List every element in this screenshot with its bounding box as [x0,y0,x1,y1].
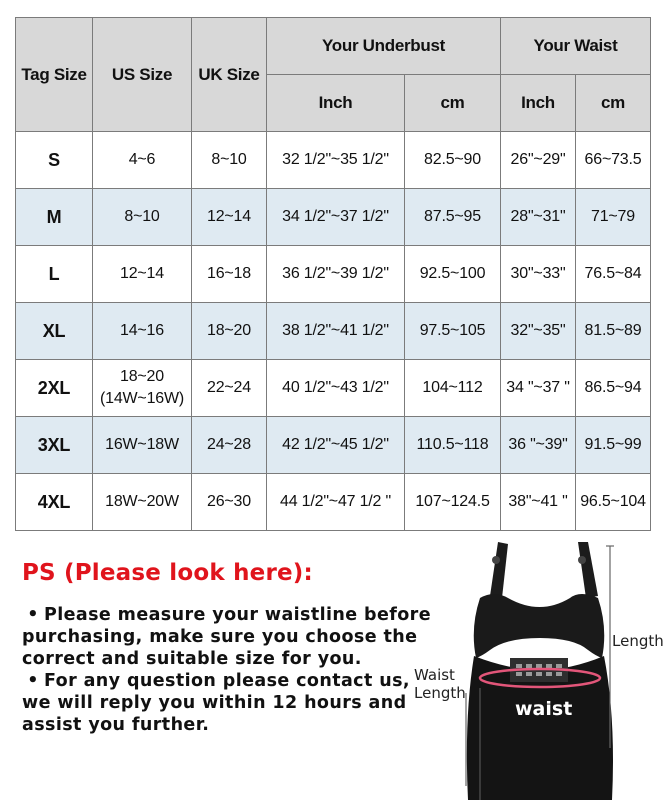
length-label: Length [612,632,664,650]
table-row [16,474,651,531]
cell-underbust-inch: 36 1/2"~39 1/2" [267,246,405,303]
header-underbust: Your Underbust [267,18,501,75]
cell-us-size: 14~16 [93,303,192,360]
notes-section [22,560,442,736]
bullet-icon: • [27,671,39,691]
cell-underbust-cm: 107~124.5 [405,474,501,531]
cell-uk-size: 24~28 [192,417,267,474]
cell-underbust-cm: 92.5~100 [405,246,501,303]
cell-waist-inch: 30"~33" [501,246,576,303]
header-waist: Your Waist [501,18,651,75]
cell-tag-size: XL [16,303,93,360]
header-uk-size: UK Size [192,18,267,132]
waist-trainer-figure [410,538,667,800]
cell-underbust-cm: 87.5~95 [405,189,501,246]
cell-waist-cm: 66~73.5 [576,132,651,189]
cell-us-size: 4~6 [93,132,192,189]
cell-us-size: 12~14 [93,246,192,303]
header-underbust-inch: Inch [267,75,405,132]
cell-waist-cm: 91.5~99 [576,417,651,474]
table-row [16,303,651,360]
cell-waist-inch: 34 "~37 " [501,360,576,417]
cell-waist-cm: 81.5~89 [576,303,651,360]
header-us-size: US Size [93,18,192,132]
cell-waist-inch: 26"~29" [501,132,576,189]
cell-waist-cm: 86.5~94 [576,360,651,417]
size-chart-table [15,17,651,531]
table-row [16,360,651,417]
left-strap-icon [490,542,508,598]
cell-us-size: 18W~20W [93,474,192,531]
note-item [22,670,442,736]
cell-underbust-inch: 34 1/2"~37 1/2" [267,189,405,246]
notes-title: PS (Please look here): [22,560,313,586]
header-underbust-cm: cm [405,75,501,132]
cell-tag-size: 4XL [16,474,93,531]
cell-uk-size: 26~30 [192,474,267,531]
table-row [16,417,651,474]
cell-waist-cm: 71~79 [576,189,651,246]
cell-waist-inch: 32"~35" [501,303,576,360]
cell-us-size-line1: 18~20 [120,368,164,385]
cell-uk-size: 8~10 [192,132,267,189]
bullet-icon: • [27,605,39,625]
cell-tag-size: 3XL [16,417,93,474]
cell-waist-cm: 96.5~104 [576,474,651,531]
waist-label-line1: Waist [414,666,455,684]
header-waist-inch: Inch [501,75,576,132]
notes-list [22,604,442,736]
cell-uk-size: 22~24 [192,360,267,417]
waist-label-line2: Length [414,684,466,702]
cell-waist-inch: 28"~31" [501,189,576,246]
header-waist-cm: cm [576,75,651,132]
note-item [22,604,442,670]
cell-uk-size: 12~14 [192,189,267,246]
header-tag-size: Tag Size [16,18,93,132]
cell-waist-cm: 76.5~84 [576,246,651,303]
right-strap-icon [578,542,598,598]
cell-underbust-cm: 104~112 [405,360,501,417]
cell-tag-size: 2XL [16,360,93,417]
cell-tag-size: S [16,132,93,189]
cell-uk-size: 18~20 [192,303,267,360]
cell-waist-inch: 36 "~39" [501,417,576,474]
table-row [16,246,651,303]
cell-underbust-inch: 40 1/2"~43 1/2" [267,360,405,417]
cell-waist-inch: 38"~41 " [501,474,576,531]
cell-tag-size: L [16,246,93,303]
cell-us-size [93,360,192,417]
cell-underbust-inch: 38 1/2"~41 1/2" [267,303,405,360]
garment-text: waist [515,698,573,720]
table-row [16,189,651,246]
cell-underbust-inch: 32 1/2"~35 1/2" [267,132,405,189]
cell-underbust-inch: 42 1/2"~45 1/2" [267,417,405,474]
table-row [16,132,651,189]
cell-uk-size: 16~18 [192,246,267,303]
cell-us-size: 8~10 [93,189,192,246]
cell-tag-size: M [16,189,93,246]
note-text: Please measure your waistline before purchasing, make sure you choose the correct and suitable size for you. [22,605,431,669]
cell-underbust-cm: 82.5~90 [405,132,501,189]
cell-underbust-cm: 97.5~105 [405,303,501,360]
size-chart-body [16,132,651,531]
bodice-icon [474,594,605,658]
cell-underbust-inch: 44 1/2"~47 1/2 " [267,474,405,531]
cell-us-size: 16W~18W [93,417,192,474]
cell-underbust-cm: 110.5~118 [405,417,501,474]
note-text: For any question please contact us, we will reply you within 12 hours and assist you further. [22,671,410,735]
cell-us-size-line2: (14W~16W) [100,390,184,407]
